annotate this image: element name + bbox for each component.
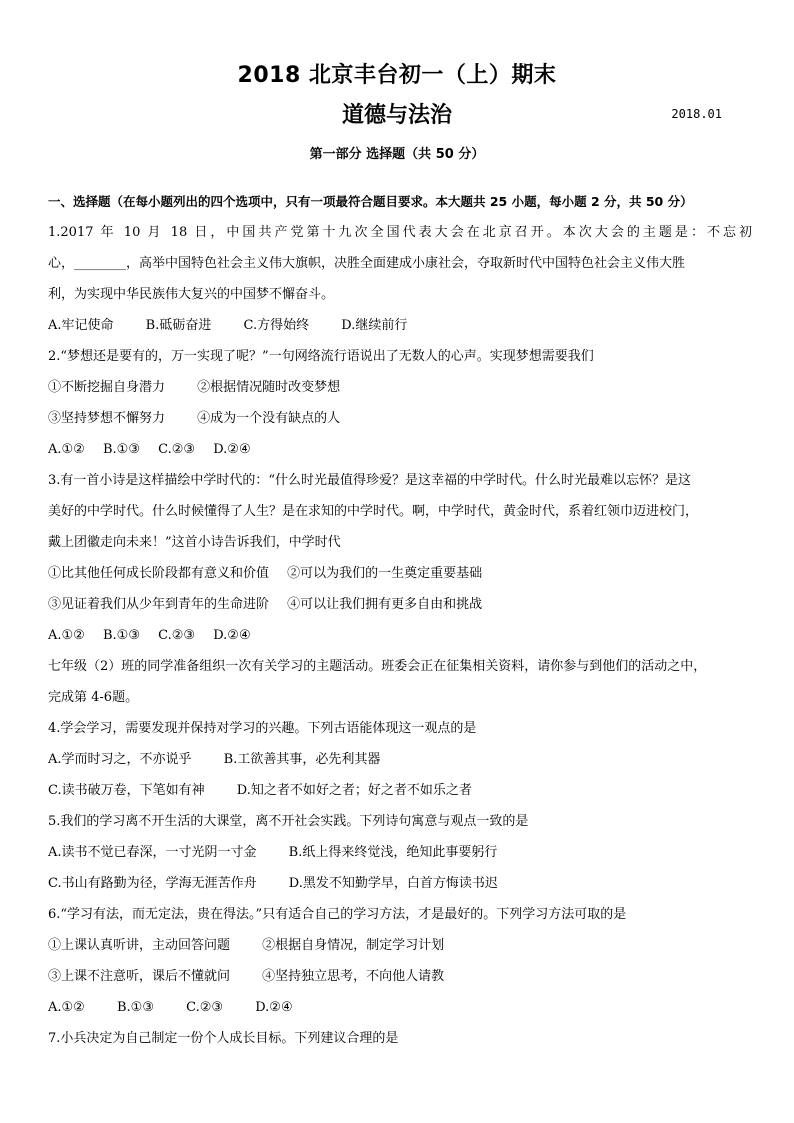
q2-statement-3: ③坚持梦想不懈努力 <box>48 411 166 426</box>
q3-statement-2: ②可以为我们的一生奠定重要基础 <box>287 566 483 581</box>
q7-line1: 7.小兵决定为自己制定一份个人成长目标。下列建议合理的是 <box>48 1031 399 1046</box>
q4-option-a: A.学而时习之，不亦说乎 <box>48 752 192 767</box>
q4-option-b: B.工欲善其事，必先利其器 <box>223 752 381 767</box>
q2-statements-row2 <box>48 403 752 434</box>
q2-option-c: C.②③ <box>158 442 196 457</box>
q4-line1: 4.学会学习，需要发现并保持对学习的兴趣。下列古语能体现这一观点的是 <box>48 721 477 736</box>
section-heading: 一、选择题（在每小题列出的四个选项中，只有一项最符合题目要求。本大题共 25 小题，每小题 2 分，共 50 分） <box>48 194 693 209</box>
q3-statements-row2 <box>48 589 752 620</box>
q2-statement-1: ①不断挖掘自身潜力 <box>48 380 166 395</box>
page-title: 2018 北京丰台初一（上）期末 <box>237 63 557 88</box>
q4-option-d: D.知之者不如好之者；好之者不如乐之者 <box>236 783 472 798</box>
q3-statement-1: ①比其他任何成长阶段都有意义和价值 <box>48 566 270 581</box>
q1-line1: 1.2017 年 10 月 18 日，中国共产党第十九次全国代表大会在北京召开。本次大会的主题是：不忘初 <box>48 225 752 240</box>
q3-statements-row1 <box>48 558 752 589</box>
exam-date: 2018.01 <box>671 107 722 121</box>
q2-option-d: D.②④ <box>213 442 251 457</box>
intro-line1: 七年级（2）班的同学准备组织一次有关学习的主题活动。班委会正在征集相关资料，请你参与到他们的活动之中， <box>48 659 707 674</box>
q4-options-row2 <box>48 775 752 806</box>
q1-options <box>48 310 752 341</box>
q6-line1: 6.“学习有法，而无定法，贵在得法。”只有适合自己的学习方法，才是最好的。下列学习方法可取的是 <box>48 907 627 922</box>
q5-options-row1 <box>48 837 752 868</box>
q6-options <box>48 992 752 1023</box>
q5-option-a: A.读书不觉已春深，一寸光阴一寸金 <box>48 845 257 860</box>
q3-line2: 美好的中学时代。什么时候懂得了人生？是在求知的中学时代。啊，中学时代，黄金时代，系着红领巾迈进校门， <box>48 504 699 519</box>
q3-option-c: C.②③ <box>158 628 196 643</box>
q3-statement-3: ③见证着我们从少年到青年的生命进阶 <box>48 597 270 612</box>
q6-statement-2: ②根据自身情况，制定学习计划 <box>262 938 445 953</box>
q6-option-d: D.②④ <box>255 1000 293 1015</box>
page-subtitle: 道德与法治 <box>341 103 452 128</box>
q6-statements-row1 <box>48 930 752 961</box>
q5-line1: 5.我们的学习离不开生活的大课堂，离不开社会实践。下列诗句寓意与观点一致的是 <box>48 814 529 829</box>
q6-statement-4: ④坚持独立思考，不向他人请教 <box>262 969 445 984</box>
q4-option-c: C.读书破万卷，下笔如有神 <box>48 783 205 798</box>
q1-option-d: D.继续前行 <box>341 318 408 333</box>
q6-option-c: C.②③ <box>186 1000 224 1015</box>
q2-statement-4: ④成为一个没有缺点的人 <box>197 411 341 426</box>
q2-option-a: A.①② <box>48 442 85 457</box>
q3-option-b: B.①③ <box>102 628 140 643</box>
q5-option-b: B.纸上得来终觉浅，绝知此事要躬行 <box>288 845 498 860</box>
q1-option-c: C.方得始终 <box>243 318 310 333</box>
q2-statements-row1 <box>48 372 752 403</box>
q5-option-c: C.书山有路勤为径，学海无涯苦作舟 <box>48 876 257 891</box>
q3-option-a: A.①② <box>48 628 85 643</box>
q2-options <box>48 434 752 465</box>
q3-line1: 3.有一首小诗是这样描绘中学时代的：“什么时光最值得珍爱？是这幸福的中学时代。什么时光最难以忘怀？是这 <box>48 473 692 488</box>
q3-option-d: D.②④ <box>213 628 251 643</box>
q1-line2: 心，________，高举中国特色社会主义伟大旗帜，决胜全面建成小康社会，夺取新时代中国特色社会主义伟大胜 <box>48 256 686 271</box>
q6-statement-1: ①上课认真听讲，主动回答问题 <box>48 938 231 953</box>
q4-options-row1 <box>48 744 752 775</box>
q6-statements-row2 <box>48 961 752 992</box>
q2-statement-2: ②根据情况随时改变梦想 <box>197 380 341 395</box>
q1-line3: 利，为实现中华民族伟大复兴的中国梦不懈奋斗。 <box>48 287 335 302</box>
q6-statement-3: ③上课不注意听，课后不懂就问 <box>48 969 231 984</box>
part-title: 第一部分 选择题（共 50 分） <box>309 147 485 162</box>
q3-line3: 戴上团徽走向未来！”这首小诗告诉我们，中学时代 <box>48 535 341 550</box>
q6-option-a: A.①② <box>48 1000 85 1015</box>
q5-options-row2 <box>48 868 752 899</box>
question-body <box>48 186 752 1054</box>
q1-option-b: B.砥砺奋进 <box>145 318 212 333</box>
intro-line2: 完成第 4-6题。 <box>48 690 139 705</box>
q2-line1: 2.“梦想还是要有的，万一实现了呢？”一句网络流行语说出了无数人的心声。实现梦想需要我们 <box>48 349 594 364</box>
q6-option-b: B.①③ <box>116 1000 154 1015</box>
q2-option-b: B.①③ <box>102 442 140 457</box>
q1-option-a: A.牢记使命 <box>48 318 114 333</box>
q3-statement-4: ④可以让我们拥有更多自由和挑战 <box>287 597 483 612</box>
q3-options <box>48 620 752 651</box>
q5-option-d: D.黑发不知勤学早，白首方悔读书迟 <box>288 876 498 891</box>
